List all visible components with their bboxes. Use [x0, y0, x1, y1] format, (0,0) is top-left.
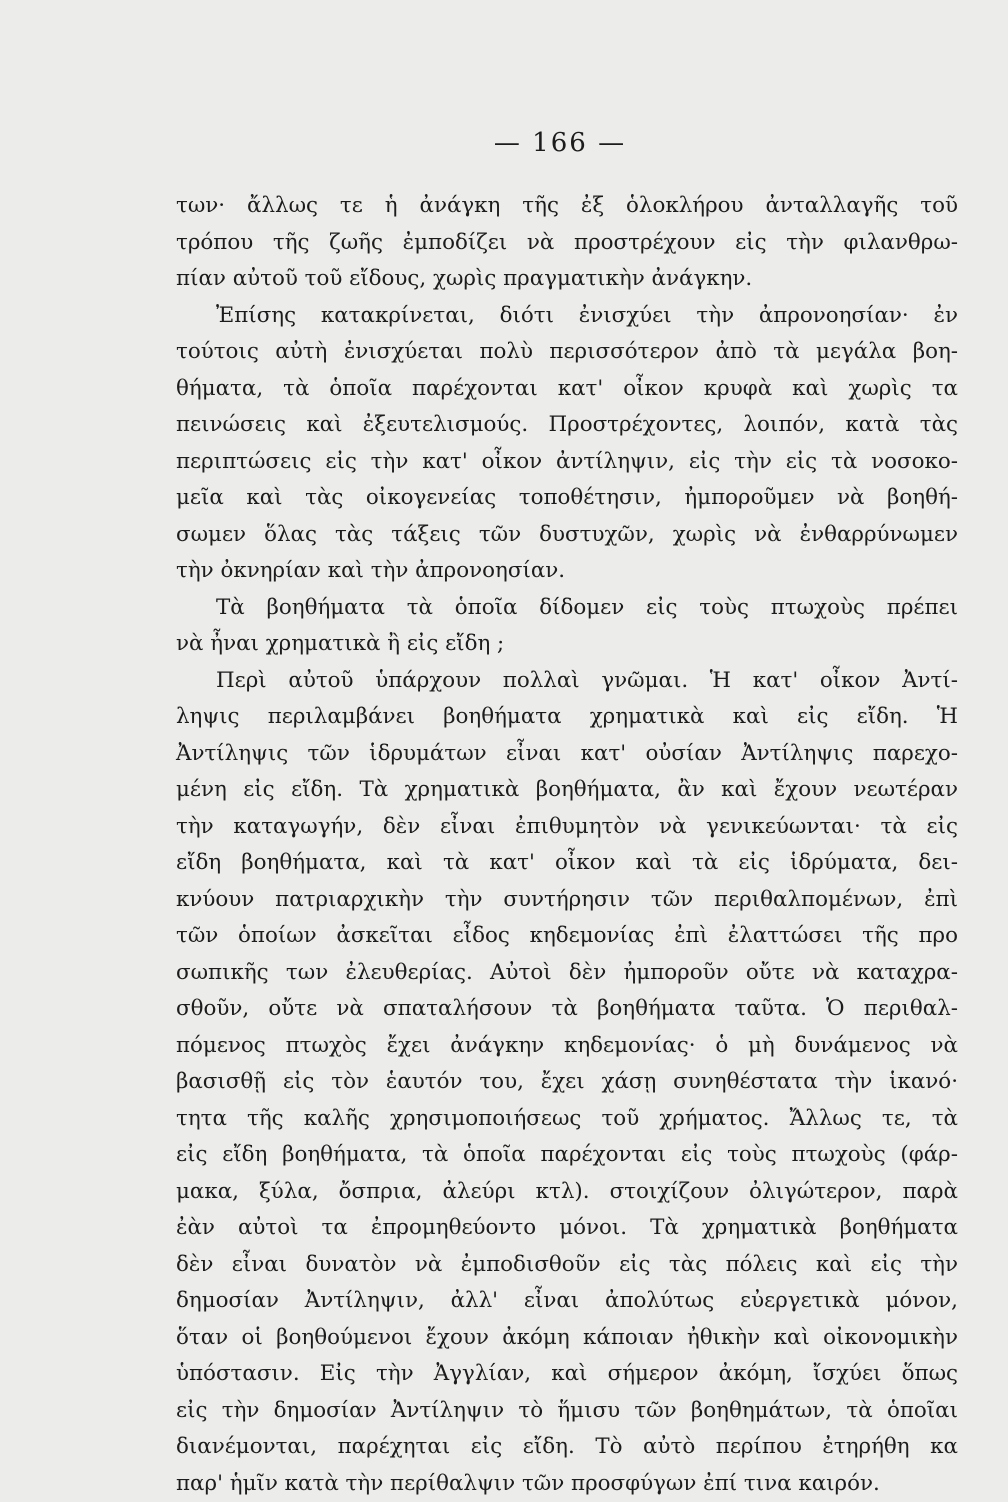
text-line: τὴν ὀκνηρίαν καὶ τὴν ἀπρονοησίαν. [176, 553, 958, 590]
text-line: τρόπου τῆς ζωῆς ἐμποδίζει νὰ προστρέχουν εἰς τὴν φιλανθρω- [176, 225, 958, 262]
page-number: — 166 — [0, 128, 1008, 158]
text-line: ὅταν οἱ βοηθούμενοι ἔχουν ἀκόμη κάποιαν ἠθικὴν καὶ οἰκονομικὴν [176, 1320, 958, 1357]
text-line: παρ' ἡμῖν κατὰ τὴν περίθαλψιν τῶν προσφύγων ἐπί τινα καιρόν. [176, 1466, 958, 1502]
text-line: τῶν ὁποίων ἀσκεῖται εἶδος κηδεμονίας ἐπὶ ἐλαττώσει τῆς προ [176, 918, 958, 955]
text-line: ὑπόστασιν. Εἰς τὴν Ἀγγλίαν, καὶ σήμερον ἀκόμη, ἴσχύει ὅπως [176, 1356, 958, 1393]
text-line: θήματα, τὰ ὁποῖα παρέχονται κατ' οἶκον κρυφὰ καὶ χωρὶς τα [176, 371, 958, 408]
text-line: σθοῦν, οὔτε νὰ σπαταλήσουν τὰ βοηθήματα ταῦτα. Ὁ περιθαλ- [176, 991, 958, 1028]
text-line: Ἀντίληψις τῶν ἱδρυμάτων εἶναι κατ' οὐσίαν Ἀντίληψις παρεχο- [176, 736, 958, 773]
text-line: Τὰ βοηθήματα τὰ ὁποῖα δίδομεν εἰς τοὺς πτωχοὺς πρέπει [176, 590, 958, 627]
text-line: νὰ ἦναι χρηματικὰ ἢ εἰς εἴδη ; [176, 626, 958, 663]
text-line: τὴν καταγωγήν, δὲν εἶναι ἐπιθυμητὸν νὰ γενικεύωνται· τὰ εἰς [176, 809, 958, 846]
text-line: ἐὰν αὐτοὶ τα ἐπρομηθεύοντο μόνοι. Τὰ χρηματικὰ βοηθήματα [176, 1210, 958, 1247]
text-line: σωμεν ὅλας τὰς τάξεις τῶν δυστυχῶν, χωρὶς νὰ ἐνθαρρύνωμεν [176, 517, 958, 554]
text-line: εἰς εἴδη βοηθήματα, τὰ ὁποῖα παρέχονται εἰς τοὺς πτωχοὺς (φάρ- [176, 1137, 958, 1174]
text-line: εἴδη βοηθήματα, καὶ τὰ κατ' οἶκον καὶ τὰ εἰς ἱδρύματα, δει- [176, 845, 958, 882]
text-line: κνύουν πατριαρχικὴν τὴν συντήρησιν τῶν περιθαλπομένων, ἐπὶ [176, 882, 958, 919]
text-line: περιπτώσεις εἰς τὴν κατ' οἶκον ἀντίληψιν, εἰς τὴν εἰς τὰ νοσοκο- [176, 444, 958, 481]
body-text [176, 188, 958, 1502]
text-line: τούτοις αὐτὴ ἐνισχύεται πολὺ περισσότερον ἀπὸ τὰ μεγάλα βοη- [176, 334, 958, 371]
text-line: εἰς τὴν δημοσίαν Ἀντίληψιν τὸ ἥμισυ τῶν βοηθημάτων, τὰ ὁποῖαι [176, 1393, 958, 1430]
text-line: Ἐπίσης κατακρίνεται, διότι ἐνισχύει τὴν ἀπρονοησίαν· ἐν [176, 298, 958, 335]
text-line: Περὶ αὐτοῦ ὑπάρχουν πολλαὶ γνῶμαι. Ἡ κατ' οἶκον Ἀντί- [176, 663, 958, 700]
text-line: δημοσίαν Ἀντίληψιν, ἀλλ' εἶναι ἀπολύτως εὐεργετικὰ μόνον, [176, 1283, 958, 1320]
text-line: τητα τῆς καλῆς χρησιμοποιήσεως τοῦ χρήματος. Ἄλλως τε, τὰ [176, 1101, 958, 1138]
text-line: των· ἄλλως τε ἡ ἀνάγκη τῆς ἐξ ὁλοκλήρου ἀνταλλαγῆς τοῦ [176, 188, 958, 225]
text-line: πίαν αὐτοῦ τοῦ εἴδους, χωρὶς πραγματικὴν ἀνάγκην. [176, 261, 958, 298]
text-line: μεῖα καὶ τὰς οἰκογενείας τοποθέτησιν, ἠμποροῦμεν νὰ βοηθή- [176, 480, 958, 517]
text-line: βασισθῇ εἰς τὸν ἑαυτόν του, ἔχει χάσῃ συνηθέστατα τὴν ἱκανό· [176, 1064, 958, 1101]
text-line: μακα, ξύλα, ὄσπρια, ἀλεύρι κτλ). στοιχίζουν ὀλιγώτερον, παρὰ [176, 1174, 958, 1211]
text-line: διανέμονται, παρέχηται εἰς εἴδη. Τὸ αὐτὸ περίπου ἐτηρήθη κα [176, 1429, 958, 1466]
text-line: δὲν εἶναι δυνατὸν νὰ ἐμποδισθοῦν εἰς τὰς πόλεις καὶ εἰς τὴν [176, 1247, 958, 1284]
text-line: πεινώσεις καὶ ἐξευτελισμούς. Προστρέχοντες, λοιπόν, κατὰ τὰς [176, 407, 958, 444]
text-line: ληψις περιλαμβάνει βοηθήματα χρηματικὰ καὶ εἰς εἴδη. Ἡ [176, 699, 958, 736]
text-line: μένη εἰς εἴδη. Τὰ χρηματικὰ βοηθήματα, ἂν καὶ ἔχουν νεωτέραν [176, 772, 958, 809]
text-line: σωπικῆς των ἐλευθερίας. Αὐτοὶ δὲν ἠμποροῦν οὔτε νὰ καταχρα- [176, 955, 958, 992]
text-line: πόμενος πτωχὸς ἔχει ἀνάγκην κηδεμονίας· ὁ μὴ δυνάμενος νὰ [176, 1028, 958, 1065]
